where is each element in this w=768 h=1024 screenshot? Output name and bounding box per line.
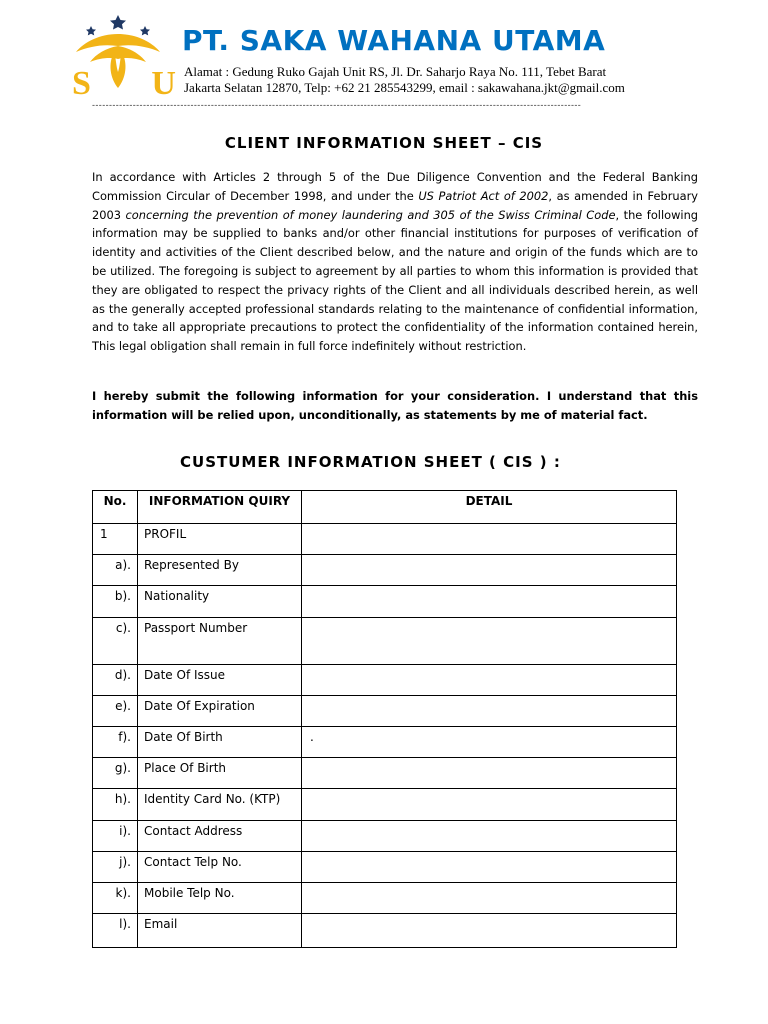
table-row <box>93 852 677 883</box>
address-line-2: Jakarta Selatan 12870, Telp: +62 21 285543299, email : sakawahana.jkt@gmail.com <box>184 80 625 95</box>
table-row <box>93 883 677 914</box>
row-label: Contact Telp No. <box>138 852 302 883</box>
company-name: PT. SAKA WAHANA UTAMA <box>182 24 606 57</box>
svg-text:S U: S U <box>72 65 202 102</box>
detail-field[interactable] <box>302 696 677 727</box>
row-number: b). <box>93 586 138 618</box>
row-number: k). <box>93 883 138 914</box>
detail-field[interactable] <box>302 789 677 821</box>
row-label: Nationality <box>138 586 302 618</box>
detail-field[interactable] <box>302 758 677 789</box>
detail-field[interactable] <box>302 555 677 586</box>
intro-text-3: , the following information may be supplied to banks and/or other financial institutions for purposes of verification of identity and activities of the Client described below, and the nature and origin of the funds which are to be utilized. The foregoing is subject to agreement by all parties to whom this information is provided that they are obligated to respect the privacy rights of the Client and all individuals described herein, as well as the generally accepted professional standards relating to the maintenance of confidential information, and to take all appropriate precautions to protect the confidentiality of the information contained herein, This legal obligation shall remain in full force indefinitely without restriction. <box>92 207 699 354</box>
table-row <box>93 821 677 852</box>
table-header-row <box>93 491 677 524</box>
detail-field[interactable] <box>302 524 677 555</box>
row-label: Date Of Issue <box>138 665 302 696</box>
row-number: e). <box>93 696 138 727</box>
header-separator: ------------------------------------------------------------------------------------------------------------------------------------------------ <box>92 100 582 110</box>
detail-field[interactable] <box>302 618 677 665</box>
address-line-1: Alamat : Gedung Ruko Gajah Unit RS, Jl. Dr. Saharjo Raya No. 111, Tebet Barat <box>184 64 607 79</box>
table-row <box>93 618 677 665</box>
row-label: PROFIL <box>138 524 302 555</box>
declaration-paragraph: I hereby submit the following information for your consideration. I understand that this information will be relied upon, unconditionally, as statements by me of material fact. <box>92 389 698 422</box>
row-number: h). <box>93 789 138 821</box>
intro-text-1: In accordance with Articles 2 through 5 of the Due Diligence Convention and the Federal Banking Commission Circular of December 1998, and under the <box>92 170 698 203</box>
row-label: Date Of Birth <box>138 727 302 758</box>
row-label: Represented By <box>138 555 302 586</box>
intro-italic-1: US Patriot Act of 2002 <box>418 188 549 203</box>
row-label: Mobile Telp No. <box>138 883 302 914</box>
table-row <box>93 789 677 821</box>
row-label: Identity Card No. (KTP) <box>138 789 302 821</box>
detail-field[interactable] <box>302 665 677 696</box>
detail-field[interactable] <box>302 586 677 618</box>
table-row <box>93 696 677 727</box>
table-row <box>93 555 677 586</box>
row-number: j). <box>93 852 138 883</box>
header-information-quiry: INFORMATION QUIRY <box>138 491 302 524</box>
row-number: a). <box>93 555 138 586</box>
intro-paragraph <box>92 168 698 356</box>
table-row <box>93 665 677 696</box>
detail-field[interactable] <box>302 914 677 948</box>
row-number: l). <box>93 914 138 948</box>
document-title: CLIENT INFORMATION SHEET – CIS <box>224 134 544 152</box>
intro-text-2: , as amended in February 2003 <box>92 188 699 222</box>
table-row <box>93 586 677 618</box>
header-no: No. <box>93 491 138 524</box>
row-label: Contact Address <box>138 821 302 852</box>
detail-field[interactable] <box>302 883 677 914</box>
table-row <box>93 524 677 555</box>
company-logo <box>70 12 202 102</box>
table-title: CUSTUMER INFORMATION SHEET ( CIS ) : <box>180 453 561 471</box>
detail-field[interactable] <box>302 852 677 883</box>
customer-info-table <box>92 490 677 948</box>
row-number: c). <box>93 618 138 665</box>
row-label: Place Of Birth <box>138 758 302 789</box>
detail-field[interactable] <box>302 821 677 852</box>
detail-field[interactable]: . <box>302 727 677 758</box>
table-row <box>93 914 677 948</box>
header-detail: DETAIL <box>302 491 677 524</box>
row-number: g). <box>93 758 138 789</box>
row-number: i). <box>93 821 138 852</box>
row-label: Email <box>138 914 302 948</box>
table-row <box>93 758 677 789</box>
row-label: Passport Number <box>138 618 302 665</box>
table-row <box>93 727 677 758</box>
row-number: d). <box>93 665 138 696</box>
row-number: f). <box>93 727 138 758</box>
intro-italic-2: concerning the prevention of money laundering and 305 of the Swiss Criminal Code <box>125 207 616 222</box>
row-number: 1 <box>93 524 138 555</box>
row-label: Date Of Expiration <box>138 696 302 727</box>
